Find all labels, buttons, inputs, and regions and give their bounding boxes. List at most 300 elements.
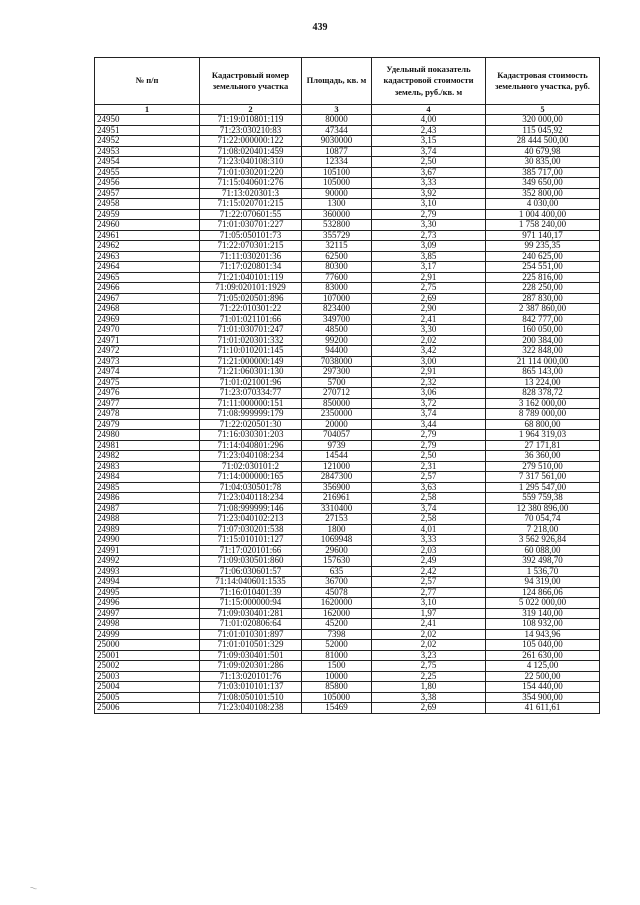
specific-value-cell: 2,58 (372, 514, 486, 525)
cadastral-value-cell: 22 500,00 (486, 671, 600, 682)
table-row (95, 682, 600, 693)
cadastral-number-cell: 71:22:010301:22 (200, 304, 302, 315)
cadastral-number-cell: 71:22:070601:55 (200, 209, 302, 220)
cadastral-number-cell: 71:08:999999:179 (200, 409, 302, 420)
table-body (95, 115, 600, 714)
cadastral-value-cell: 1 295 547,00 (486, 482, 600, 493)
cadastral-number-cell: 71:17:020801:34 (200, 262, 302, 273)
cadastral-value-table (94, 57, 600, 714)
specific-value-cell: 2,49 (372, 556, 486, 567)
area-cell: 48500 (302, 325, 372, 336)
row-number-cell: 24972 (95, 346, 200, 357)
row-number-cell: 24994 (95, 577, 200, 588)
scan-mark: ⁓ (28, 883, 39, 894)
cadastral-value-cell: 36 360,00 (486, 451, 600, 462)
table-row (95, 503, 600, 514)
specific-value-cell: 2,25 (372, 671, 486, 682)
table-row (95, 608, 600, 619)
cadastral-value-cell: 5 022 000,00 (486, 598, 600, 609)
table-row (95, 325, 600, 336)
cadastral-number-cell: 71:01:021001:96 (200, 377, 302, 388)
area-cell: 360000 (302, 209, 372, 220)
table-row (95, 167, 600, 178)
specific-value-cell: 3,00 (372, 356, 486, 367)
cadastral-value-cell: 27 171,81 (486, 440, 600, 451)
row-number-cell: 24999 (95, 629, 200, 640)
cadastral-number-cell: 71:16:030301:203 (200, 430, 302, 441)
cadastral-value-cell: 1 758 240,00 (486, 220, 600, 231)
specific-value-cell: 2,02 (372, 629, 486, 640)
cadastral-number-cell: 71:04:030501:78 (200, 482, 302, 493)
area-cell: 14544 (302, 451, 372, 462)
specific-value-cell: 2,75 (372, 661, 486, 672)
cadastral-number-cell: 71:23:040108:238 (200, 703, 302, 714)
table-row (95, 136, 600, 147)
specific-value-cell: 3,42 (372, 346, 486, 357)
row-number-cell: 24992 (95, 556, 200, 567)
cadastral-number-cell: 71:07:030201:538 (200, 524, 302, 535)
specific-value-cell: 2,91 (372, 367, 486, 378)
area-cell: 356900 (302, 482, 372, 493)
area-cell: 45200 (302, 619, 372, 630)
area-cell: 105000 (302, 178, 372, 189)
row-number-cell: 24952 (95, 136, 200, 147)
specific-value-cell: 3,30 (372, 220, 486, 231)
specific-value-cell: 2,41 (372, 314, 486, 325)
table-row (95, 598, 600, 609)
specific-value-cell: 2,91 (372, 272, 486, 283)
table-row (95, 440, 600, 451)
table-row (95, 619, 600, 630)
specific-value-cell: 2,57 (372, 472, 486, 483)
area-cell: 94400 (302, 346, 372, 357)
specific-value-cell: 4,00 (372, 115, 486, 126)
row-number-cell: 25005 (95, 692, 200, 703)
cadastral-value-cell: 60 088,00 (486, 545, 600, 556)
table-row (95, 356, 600, 367)
table-row (95, 472, 600, 483)
row-number-cell: 24981 (95, 440, 200, 451)
table-row (95, 262, 600, 273)
cadastral-value-cell: 21 114 000,00 (486, 356, 600, 367)
row-number-cell: 25000 (95, 640, 200, 651)
cadastral-value-cell: 124 866,06 (486, 587, 600, 598)
table-row (95, 346, 600, 357)
area-cell: 47344 (302, 125, 372, 136)
table-row (95, 692, 600, 703)
cadastral-value-cell: 352 800,00 (486, 188, 600, 199)
row-number-cell: 24955 (95, 167, 200, 178)
table-row (95, 661, 600, 672)
column-number: 2 (200, 105, 302, 115)
row-number-cell: 24957 (95, 188, 200, 199)
specific-value-cell: 2,79 (372, 440, 486, 451)
row-number-cell: 24986 (95, 493, 200, 504)
table-row (95, 220, 600, 231)
cadastral-number-cell: 71:17:020101:66 (200, 545, 302, 556)
cadastral-number-cell: 71:08:050101:510 (200, 692, 302, 703)
column-number: 3 (302, 105, 372, 115)
area-cell: 1620000 (302, 598, 372, 609)
area-cell: 162000 (302, 608, 372, 619)
cadastral-number-cell: 71:02:030101:2 (200, 461, 302, 472)
cadastral-number-cell: 71:01:021101:66 (200, 314, 302, 325)
cadastral-value-cell: 4 030,00 (486, 199, 600, 210)
area-cell: 1800 (302, 524, 372, 535)
row-number-cell: 24990 (95, 535, 200, 546)
specific-value-cell: 2,79 (372, 209, 486, 220)
column-number: 5 (486, 105, 600, 115)
table-header-row (95, 58, 600, 105)
row-number-cell: 24983 (95, 461, 200, 472)
cadastral-value-cell: 225 816,00 (486, 272, 600, 283)
cadastral-number-cell: 71:01:030701:227 (200, 220, 302, 231)
specific-value-cell: 3,74 (372, 503, 486, 514)
specific-value-cell: 2,75 (372, 283, 486, 294)
specific-value-cell: 3,10 (372, 199, 486, 210)
cadastral-number-cell: 71:23:030210:83 (200, 125, 302, 136)
row-number-cell: 24968 (95, 304, 200, 315)
cadastral-number-cell: 71:15:010101:127 (200, 535, 302, 546)
cadastral-value-cell: 319 140,00 (486, 608, 600, 619)
cadastral-number-cell: 71:13:020101:76 (200, 671, 302, 682)
area-cell: 5700 (302, 377, 372, 388)
cadastral-value-cell: 1 004 400,00 (486, 209, 600, 220)
cadastral-number-cell: 71:08:999999:146 (200, 503, 302, 514)
cadastral-number-cell: 71:01:030701:247 (200, 325, 302, 336)
specific-value-cell: 2,32 (372, 377, 486, 388)
cadastral-number-cell: 71:01:010301:897 (200, 629, 302, 640)
row-number-cell: 24976 (95, 388, 200, 399)
cadastral-number-cell: 71:09:020101:1929 (200, 283, 302, 294)
specific-value-cell: 3,17 (372, 262, 486, 273)
cadastral-number-cell: 71:22:070301:215 (200, 241, 302, 252)
area-cell: 52000 (302, 640, 372, 651)
cadastral-number-cell: 71:05:050101:73 (200, 230, 302, 241)
row-number-cell: 25004 (95, 682, 200, 693)
cadastral-number-cell: 71:14:000000:165 (200, 472, 302, 483)
table-row (95, 283, 600, 294)
table-row (95, 451, 600, 462)
cadastral-value-cell: 1 964 319,03 (486, 430, 600, 441)
cadastral-value-cell: 12 380 896,00 (486, 503, 600, 514)
area-cell: 105100 (302, 167, 372, 178)
table-row (95, 335, 600, 346)
specific-value-cell: 3,30 (372, 325, 486, 336)
specific-value-cell: 3,33 (372, 535, 486, 546)
row-number-cell: 24958 (95, 199, 200, 210)
row-number-cell: 24973 (95, 356, 200, 367)
row-number-cell: 24995 (95, 587, 200, 598)
cadastral-value-cell: 865 143,00 (486, 367, 600, 378)
row-number-cell: 24953 (95, 146, 200, 157)
table-row (95, 398, 600, 409)
cadastral-value-cell: 3 162 000,00 (486, 398, 600, 409)
specific-value-cell: 2,77 (372, 587, 486, 598)
cadastral-value-cell: 254 551,00 (486, 262, 600, 273)
cadastral-number-cell: 71:21:000000:149 (200, 356, 302, 367)
row-number-cell: 24961 (95, 230, 200, 241)
cadastral-value-cell: 828 378,72 (486, 388, 600, 399)
area-cell: 80000 (302, 115, 372, 126)
header-cadastral-number: Кадастровый номер земельного участка (200, 58, 302, 105)
cadastral-value-cell: 28 444 500,00 (486, 136, 600, 147)
cadastral-value-cell: 261 630,00 (486, 650, 600, 661)
cadastral-number-cell: 71:05:020501:896 (200, 293, 302, 304)
cadastral-value-cell: 842 777,00 (486, 314, 600, 325)
row-number-cell: 24970 (95, 325, 200, 336)
specific-value-cell: 3,63 (372, 482, 486, 493)
table-row (95, 272, 600, 283)
row-number-cell: 24982 (95, 451, 200, 462)
cadastral-number-cell: 71:23:040102:213 (200, 514, 302, 525)
cadastral-number-cell: 71:21:060301:130 (200, 367, 302, 378)
row-number-cell: 25001 (95, 650, 200, 661)
specific-value-cell: 3,10 (372, 598, 486, 609)
row-number-cell: 24980 (95, 430, 200, 441)
cadastral-number-cell: 71:11:000000:151 (200, 398, 302, 409)
specific-value-cell: 2,69 (372, 293, 486, 304)
area-cell: 20000 (302, 419, 372, 430)
specific-value-cell: 1,97 (372, 608, 486, 619)
row-number-cell: 24998 (95, 619, 200, 630)
row-number-cell: 24997 (95, 608, 200, 619)
cadastral-value-cell: 392 498,70 (486, 556, 600, 567)
cadastral-number-cell: 71:23:070334:77 (200, 388, 302, 399)
cadastral-value-cell: 70 054,74 (486, 514, 600, 525)
area-cell: 62500 (302, 251, 372, 262)
row-number-cell: 24950 (95, 115, 200, 126)
row-number-cell: 24962 (95, 241, 200, 252)
cadastral-value-cell: 559 759,38 (486, 493, 600, 504)
row-number-cell: 24978 (95, 409, 200, 420)
cadastral-value-cell: 99 235,35 (486, 241, 600, 252)
table-row (95, 640, 600, 651)
table-row (95, 493, 600, 504)
specific-value-cell: 2,43 (372, 125, 486, 136)
specific-value-cell: 2,50 (372, 451, 486, 462)
specific-value-cell: 3,67 (372, 167, 486, 178)
cadastral-number-cell: 71:22:000000:122 (200, 136, 302, 147)
specific-value-cell: 1,80 (372, 682, 486, 693)
area-cell: 10877 (302, 146, 372, 157)
specific-value-cell: 2,58 (372, 493, 486, 504)
area-cell: 349700 (302, 314, 372, 325)
row-number-cell: 24954 (95, 157, 200, 168)
area-cell: 3310400 (302, 503, 372, 514)
area-cell: 90000 (302, 188, 372, 199)
table-row (95, 115, 600, 126)
specific-value-cell: 2,42 (372, 566, 486, 577)
row-number-cell: 25002 (95, 661, 200, 672)
cadastral-number-cell: 71:03:010101:137 (200, 682, 302, 693)
cadastral-number-cell: 71:01:020301:332 (200, 335, 302, 346)
area-cell: 7398 (302, 629, 372, 640)
cadastral-number-cell: 71:19:010801:119 (200, 115, 302, 126)
table-row (95, 419, 600, 430)
cadastral-number-cell: 71:15:020701:215 (200, 199, 302, 210)
specific-value-cell: 3,33 (372, 178, 486, 189)
row-number-cell: 24991 (95, 545, 200, 556)
cadastral-value-cell: 971 140,17 (486, 230, 600, 241)
area-cell: 1069948 (302, 535, 372, 546)
area-cell: 36700 (302, 577, 372, 588)
cadastral-value-cell: 7 317 561,00 (486, 472, 600, 483)
cadastral-value-cell: 7 218,00 (486, 524, 600, 535)
area-cell: 1500 (302, 661, 372, 672)
area-cell: 9739 (302, 440, 372, 451)
row-number-cell: 24967 (95, 293, 200, 304)
specific-value-cell: 3,38 (372, 692, 486, 703)
area-cell: 157630 (302, 556, 372, 567)
specific-value-cell: 3,23 (372, 650, 486, 661)
row-number-cell: 24969 (95, 314, 200, 325)
area-cell: 77600 (302, 272, 372, 283)
area-cell: 297300 (302, 367, 372, 378)
cadastral-value-cell: 8 789 000,00 (486, 409, 600, 420)
specific-value-cell: 2,73 (372, 230, 486, 241)
table-row (95, 671, 600, 682)
row-number-cell: 24987 (95, 503, 200, 514)
area-cell: 12334 (302, 157, 372, 168)
row-number-cell: 24979 (95, 419, 200, 430)
area-cell: 823400 (302, 304, 372, 315)
table-row (95, 430, 600, 441)
specific-value-cell: 3,06 (372, 388, 486, 399)
row-number-cell: 24977 (95, 398, 200, 409)
specific-value-cell: 3,72 (372, 398, 486, 409)
cadastral-number-cell: 71:14:040601:1535 (200, 577, 302, 588)
area-cell: 355729 (302, 230, 372, 241)
cadastral-number-cell: 71:06:030601:57 (200, 566, 302, 577)
area-cell: 107000 (302, 293, 372, 304)
cadastral-number-cell: 71:10:010201:145 (200, 346, 302, 357)
page-number: 439 (312, 22, 328, 33)
row-number-cell: 24964 (95, 262, 200, 273)
cadastral-number-cell: 71:22:020501:30 (200, 419, 302, 430)
cadastral-value-cell: 279 510,00 (486, 461, 600, 472)
table-row (95, 566, 600, 577)
cadastral-number-cell: 71:09:030501:860 (200, 556, 302, 567)
specific-value-cell: 2,79 (372, 430, 486, 441)
cadastral-value-cell: 160 050,00 (486, 325, 600, 336)
area-cell: 99200 (302, 335, 372, 346)
table-row (95, 157, 600, 168)
specific-value-cell: 2,02 (372, 335, 486, 346)
cadastral-value-cell: 13 224,00 (486, 377, 600, 388)
area-cell: 105000 (302, 692, 372, 703)
cadastral-value-cell: 41 611,61 (486, 703, 600, 714)
table-row (95, 703, 600, 714)
table-row (95, 514, 600, 525)
cadastral-number-cell: 71:11:030201:36 (200, 251, 302, 262)
area-cell: 704057 (302, 430, 372, 441)
header-area: Площадь, кв. м (302, 58, 372, 105)
row-number-cell: 24965 (95, 272, 200, 283)
area-cell: 32115 (302, 241, 372, 252)
cadastral-value-cell: 200 384,00 (486, 335, 600, 346)
area-cell: 2847300 (302, 472, 372, 483)
cadastral-number-cell: 71:21:040101:119 (200, 272, 302, 283)
cadastral-number-cell: 71:09:020301:286 (200, 661, 302, 672)
specific-value-cell: 3,74 (372, 146, 486, 157)
cadastral-number-cell: 71:15:040601:276 (200, 178, 302, 189)
table-row (95, 199, 600, 210)
cadastral-value-cell: 14 943,96 (486, 629, 600, 640)
header-row-number: № п/п (95, 58, 200, 105)
table-row (95, 178, 600, 189)
table-row (95, 304, 600, 315)
row-number-cell: 24959 (95, 209, 200, 220)
cadastral-value-cell: 30 835,00 (486, 157, 600, 168)
table-row (95, 650, 600, 661)
row-number-cell: 24985 (95, 482, 200, 493)
table-row (95, 388, 600, 399)
area-cell: 635 (302, 566, 372, 577)
specific-value-cell: 3,74 (372, 409, 486, 420)
cadastral-value-cell: 108 932,00 (486, 619, 600, 630)
table-row (95, 146, 600, 157)
cadastral-number-cell: 71:01:010501:329 (200, 640, 302, 651)
cadastral-value-cell: 349 650,00 (486, 178, 600, 189)
cadastral-number-cell: 71:09:030401:281 (200, 608, 302, 619)
header-specific-value: Удельный показатель кадастровой стоимости земель, руб./кв. м (372, 58, 486, 105)
row-number-cell: 24988 (95, 514, 200, 525)
cadastral-value-cell: 228 250,00 (486, 283, 600, 294)
area-cell: 216961 (302, 493, 372, 504)
area-cell: 121000 (302, 461, 372, 472)
column-number: 1 (95, 105, 200, 115)
specific-value-cell: 3,85 (372, 251, 486, 262)
area-cell: 10000 (302, 671, 372, 682)
area-cell: 83000 (302, 283, 372, 294)
cadastral-value-cell: 4 125,00 (486, 661, 600, 672)
table-row (95, 125, 600, 136)
table-row (95, 545, 600, 556)
table-row (95, 241, 600, 252)
table-row (95, 230, 600, 241)
table-row (95, 577, 600, 588)
specific-value-cell: 2,69 (372, 703, 486, 714)
table-row (95, 209, 600, 220)
cadastral-value-cell: 287 830,00 (486, 293, 600, 304)
cadastral-value-cell: 320 000,00 (486, 115, 600, 126)
row-number-cell: 24989 (95, 524, 200, 535)
cadastral-value-cell: 3 562 926,84 (486, 535, 600, 546)
row-number-cell: 24951 (95, 125, 200, 136)
specific-value-cell: 2,57 (372, 577, 486, 588)
row-number-cell: 24960 (95, 220, 200, 231)
table-row (95, 293, 600, 304)
row-number-cell: 24993 (95, 566, 200, 577)
specific-value-cell: 2,02 (372, 640, 486, 651)
cadastral-value-cell: 115 045,92 (486, 125, 600, 136)
row-number-cell: 24966 (95, 283, 200, 294)
cadastral-value-cell: 322 848,00 (486, 346, 600, 357)
cadastral-value-cell: 240 625,00 (486, 251, 600, 262)
table-row (95, 314, 600, 325)
specific-value-cell: 3,92 (372, 188, 486, 199)
table-row (95, 629, 600, 640)
cadastral-number-cell: 71:23:040108:310 (200, 157, 302, 168)
area-cell: 80300 (302, 262, 372, 273)
cadastral-value-cell: 105 040,00 (486, 640, 600, 651)
area-cell: 2350000 (302, 409, 372, 420)
specific-value-cell: 4,01 (372, 524, 486, 535)
column-number: 4 (372, 105, 486, 115)
table-row (95, 367, 600, 378)
column-number-row (95, 105, 600, 115)
